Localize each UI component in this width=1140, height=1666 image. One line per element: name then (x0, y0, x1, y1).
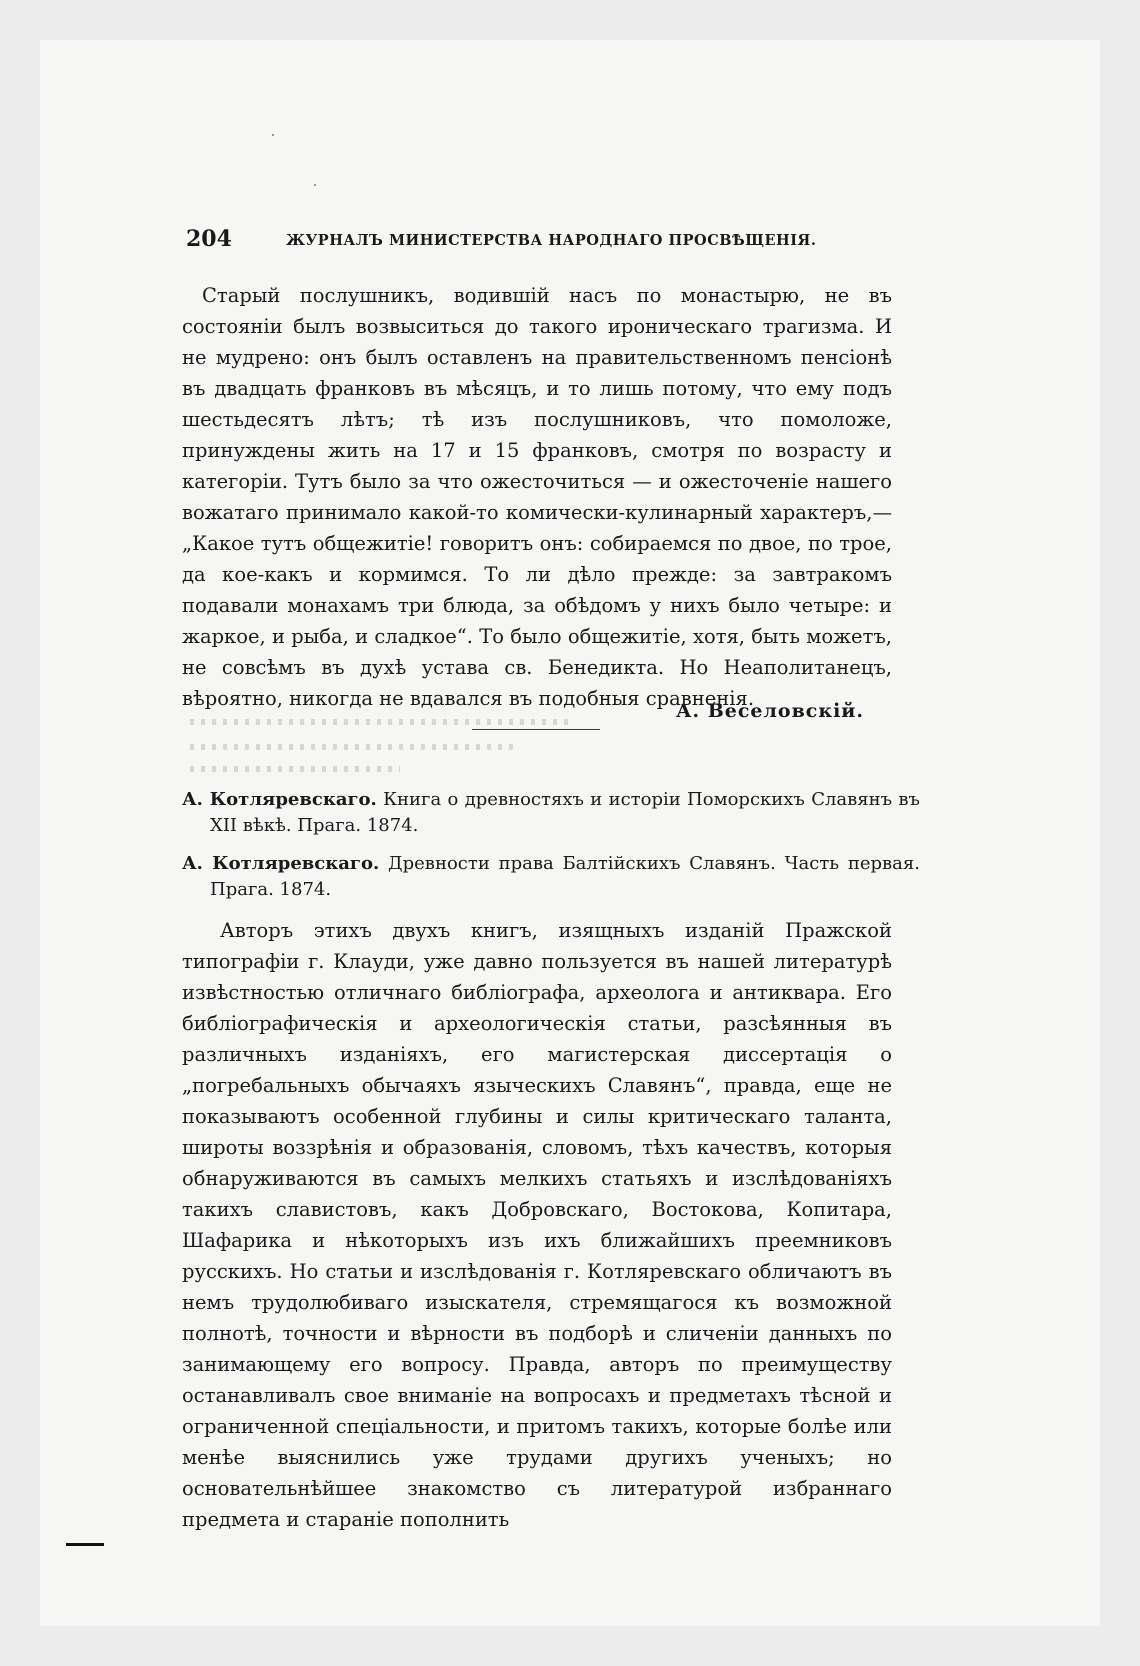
section-divider (472, 729, 600, 730)
bibliography-entry (182, 787, 920, 839)
bleed-through-line (190, 719, 570, 725)
bibliography-author: А. Котляревскаго. (182, 853, 380, 874)
scan-speck (272, 134, 274, 136)
margin-mark (66, 1543, 104, 1546)
scan-speck (314, 184, 316, 186)
bibliography-title: Книга о древностяхъ и исторіи Поморскихъ Славянъ въ XII вѣкѣ. Прага. 1874. (210, 789, 920, 836)
page-number: 204 (186, 226, 232, 252)
bibliography-title: Древности права Балтійскихъ Славянъ. Часть первая. Прага. 1874. (210, 853, 920, 900)
bibliography-author: А. Котляревскаго. (182, 789, 377, 810)
author-signature: А. Веселовскій. (676, 700, 864, 722)
paragraph-monastery: Старый послушникъ, водившій насъ по монастырю, не въ состояніи былъ возвыситься до такого ироническаго трагизма. И не мудрено: онъ былъ оставленъ на правительственномъ пенсіонѣ въ двадцать франковъ въ мѣсяцъ, и то лишь потому, что ему подъ шестьдесятъ лѣтъ; тѣ изъ послушниковъ, что помоложе, принуждены жить на 17 и 15 франковъ, смотря по возрасту и категоріи. Тутъ было за что ожесточиться — и ожесточеніе нашего вожатаго принимало какой-то комически-кулинарный характеръ,— „Какое тутъ общежитіе! говоритъ онъ: собираемся по двое, по трое, да кое-какъ и кормимся. То ли дѣло прежде: за завтракомъ подавали монахамъ три блюда, за обѣдомъ у нихъ было четыре: и жаркое, и рыба, и сладкое“. То было общежитіе, хотя, быть можетъ, не совсѣмъ въ духѣ устава св. Бенедикта. Но Неаполитанецъ, вѣроятно, никогда не вдавался въ подобныя сравненія. (182, 284, 892, 710)
bleed-through-line (190, 766, 400, 772)
paragraph-review: Авторъ этихъ двухъ книгъ, изящныхъ изданій Пражской типографіи г. Клауди, уже давно пользуется въ нашей литературѣ извѣстностью отличнаго библіографа, археолога и антикварa. Его библіографическія и археологическія статьи, разсѣянныя въ различныхъ изданіяхъ, его магистерская диссертація о „погребальныхъ обычаяхъ языческихъ Славянъ“, правда, еще не показываютъ особенной глубины и силы критическаго таланта, широты воззрѣнія и образованія, словомъ, тѣхъ качествъ, которыя обнаруживаются въ самыхъ мелкихъ статьяхъ и изслѣдованіяхъ такихъ славистовъ, какъ Добровскаго, Востокова, Копитара, Шафарика и нѣкоторыхъ изъ ихъ ближайшихъ преемниковъ русскихъ. Но статьи и изслѣдованія г. Котляревскаго обличаютъ въ немъ трудолюбиваго изыскателя, стремящагося къ возможной полнотѣ, точности и вѣрности въ подборѣ и сличеніи данныхъ по занимающему его вопросу. Правда, авторъ по преимуществу останавливалъ свое вниманіе на вопросахъ и предметахъ тѣсной и ограниченной спеціальности, и притомъ такихъ, которые болѣе или менѣе выяснились уже трудами другихъ ученыхъ; но основательнѣйшее знакомство съ литературой избраннаго предмета и стараніе пополнить (182, 919, 892, 1531)
page-header (186, 226, 891, 256)
bleed-through-line (190, 744, 520, 750)
running-title: ЖУРНАЛЪ МИНИСТЕРСТВА НАРОДНАГО ПРОСВѢЩЕНІЯ. (286, 232, 817, 249)
bibliography-entry (182, 851, 920, 903)
